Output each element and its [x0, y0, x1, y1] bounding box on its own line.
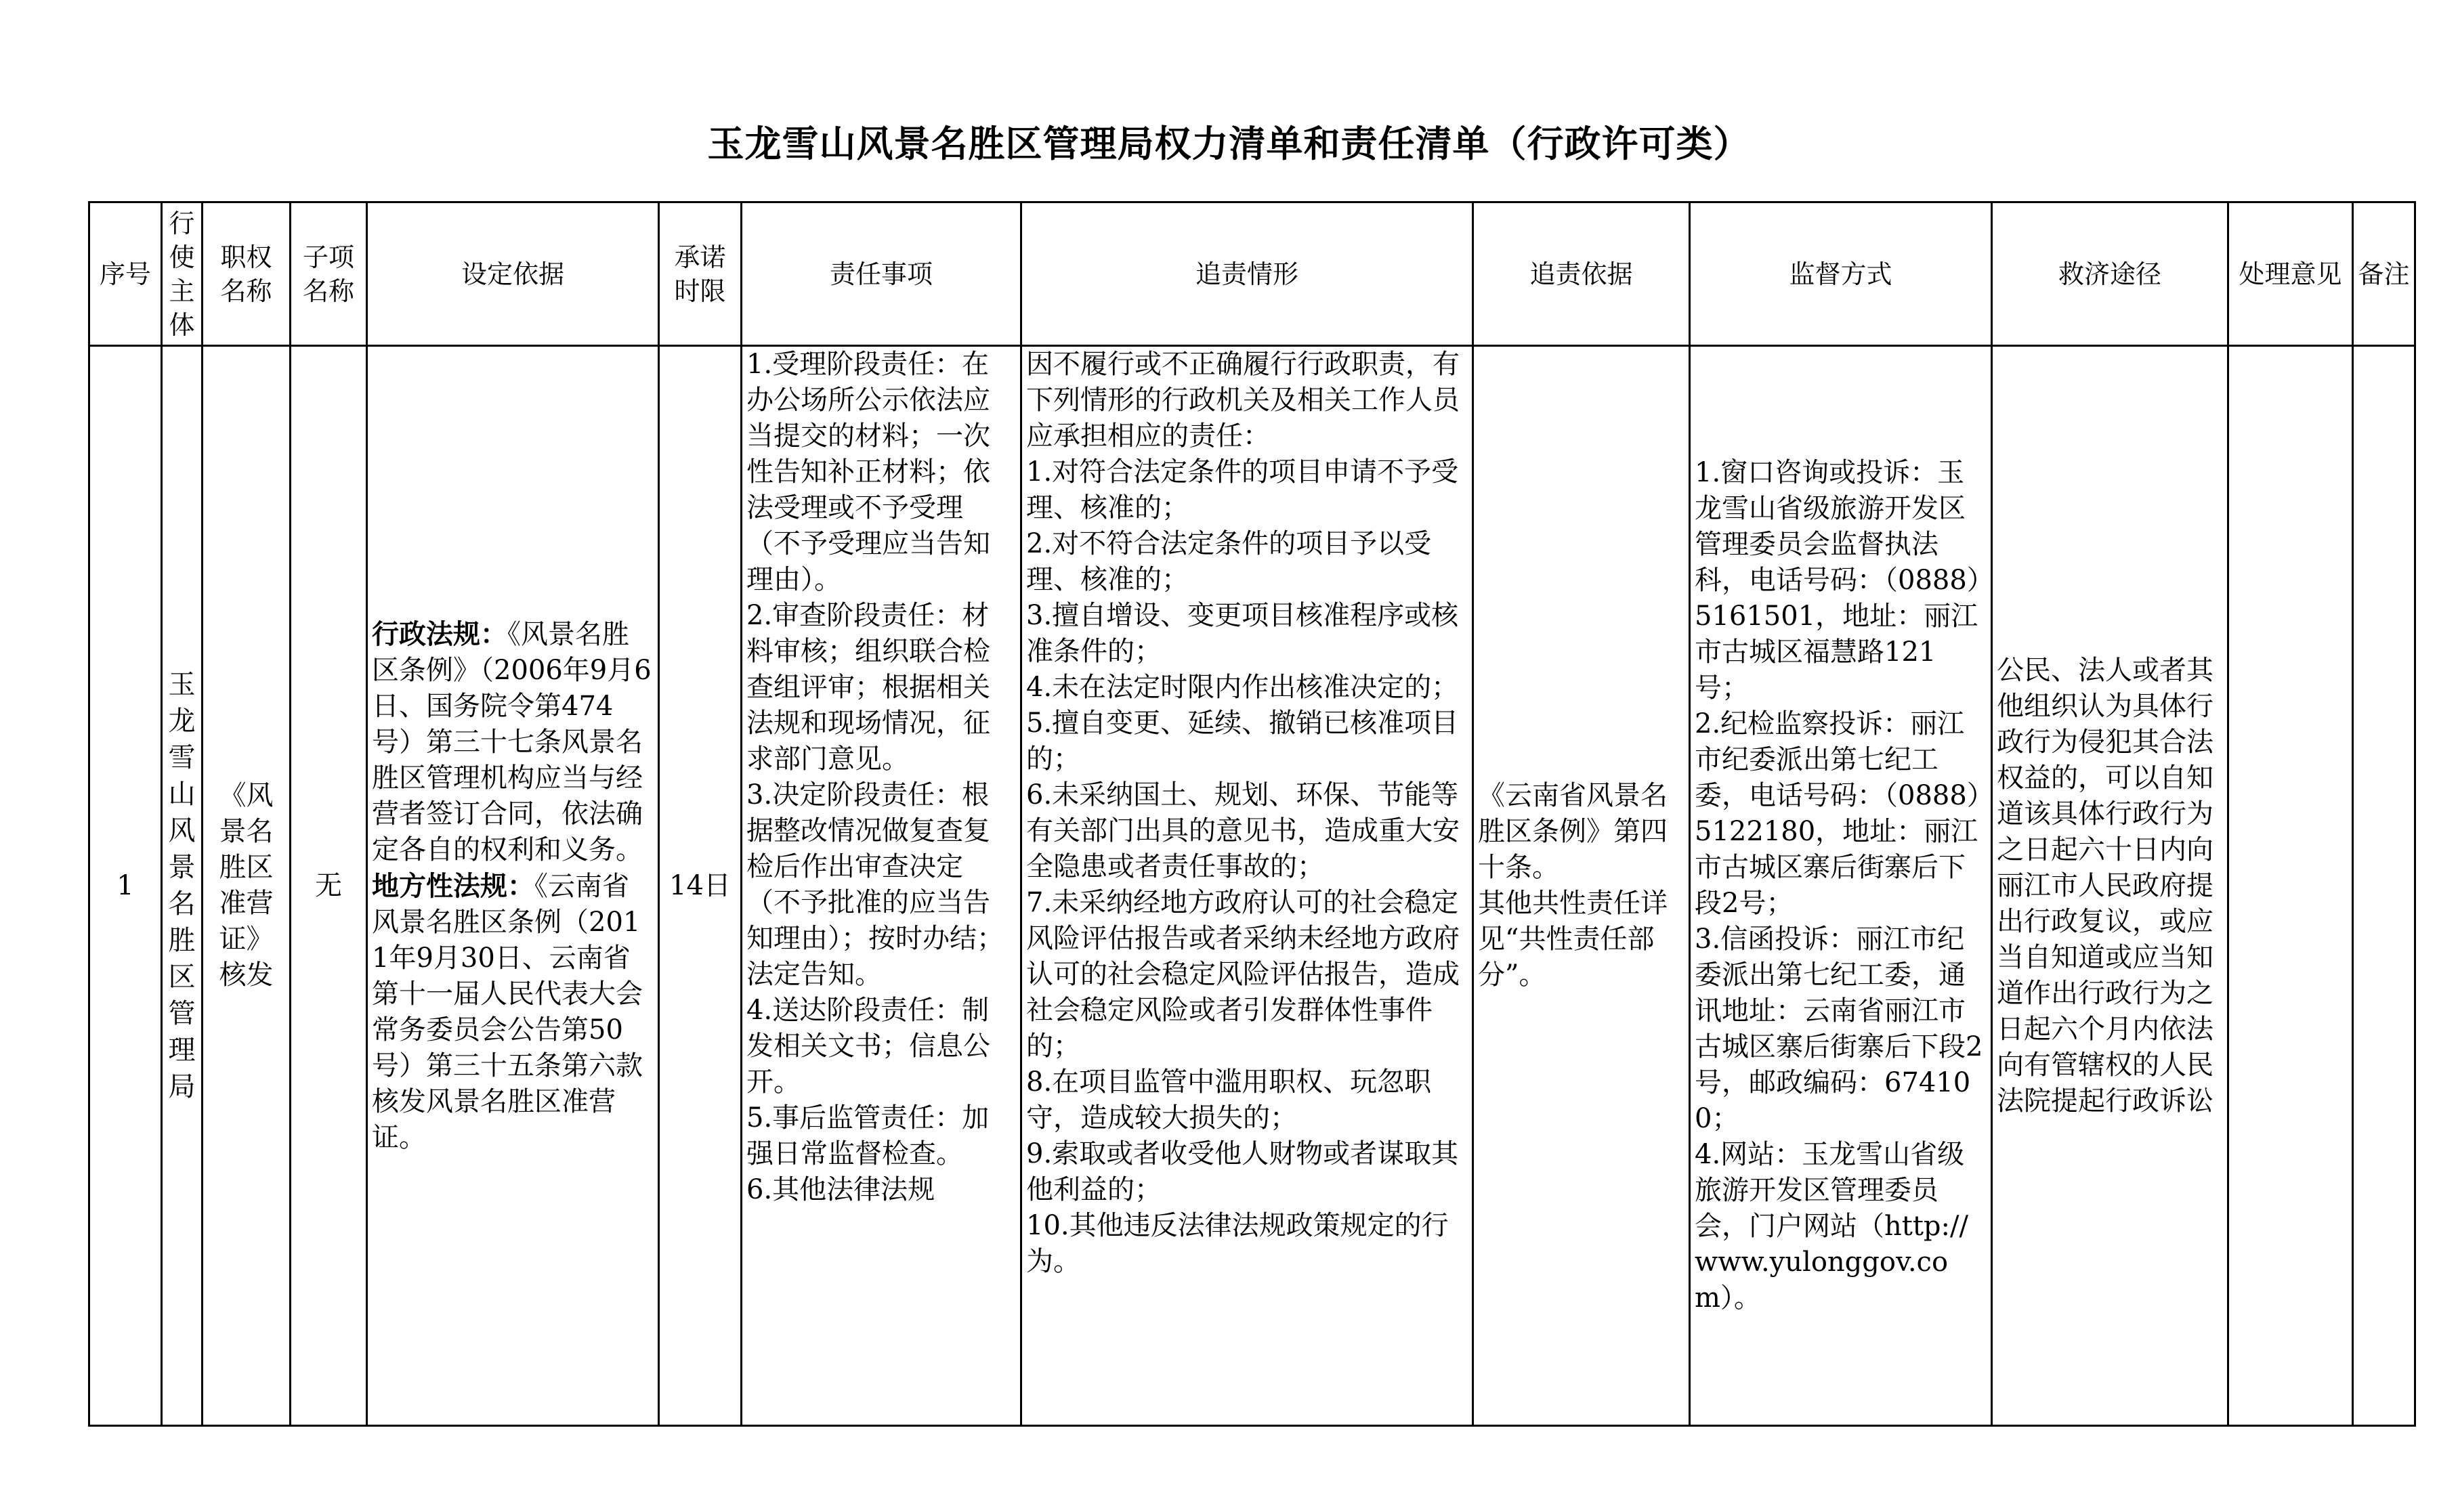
basis-heading-local-regulation: 地方性法规：	[372, 869, 534, 902]
cell-power-name	[203, 346, 291, 1426]
header-remark: 备注	[2353, 202, 2415, 346]
cell-seq: 1	[89, 346, 162, 1426]
cell-opinion	[2228, 346, 2353, 1426]
cell-duty	[742, 346, 1021, 1426]
header-basis: 设定依据	[367, 202, 659, 346]
cell-acc-basis	[1473, 346, 1690, 1426]
cell-remedy	[1992, 346, 2228, 1426]
table-row	[89, 346, 2415, 1426]
header-duty: 责任事项	[742, 202, 1021, 346]
basis-text	[368, 616, 658, 1156]
header-opinion: 处理意见	[2228, 202, 2353, 346]
cell-basis	[367, 346, 659, 1426]
acc-basis-text: 《云南省风景名胜区条例》第四十条。 其他共性责任详见“共性责任部分”。	[1478, 780, 1668, 991]
cell-subject	[162, 346, 203, 1426]
header-time-limit: 承诺时限	[659, 202, 742, 346]
supervision-text: 1.窗口咨询或投诉：玉龙雪山省级旅游开发区管理委员会监督执法科，电话号码：（0888）5161501，地址：丽江市古城区福慧路121号； 2.纪检监察投诉：丽江市纪委派出第七纪工委，电话号码：（0888）5122180，地址：丽江市古城区寨后街寨后下段2号； 3.信函投诉：丽江市纪委派出第七纪工委，通讯地址：云南省丽江市古城区寨后街寨后下段2号，邮政编码：674100； 4.网站：玉龙雪山省级旅游开发区管理委员会，门户网站（http://www.yulonggov.com）。	[1695, 457, 1983, 1314]
page-title: 玉龙雪山风景名胜区管理局权力清单和责任清单（行政许可类）	[707, 123, 1751, 165]
subject-text: 玉龙雪山风景名胜区管理局	[168, 669, 196, 1102]
header-subject: 行使主体	[162, 202, 203, 346]
header-power-name: 职权名称	[203, 202, 291, 346]
accountability-text: 因不履行或不正确履行行政职责，有下列情形的行政机关及相关工作人员应承担相应的责任： 1.对符合法定条件的项目申请不予受理、核准的； 2.对不符合法定条件的项目予以受理、核准的； 3.擅自增设、变更项目核准程序或核准条件的； 4.未在法定时限内作出核准决定的； 5.擅自变更、延续、撤销已核准项目的； 6.未采纳国土、规划、环保、节能等有关部门出具的意见书，造成重大安全隐患或者责任事故的； 7.未采纳经地方政府认可的社会稳定风险评估报告或者采纳未经地方政府认可的社会稳定风险评估报告，造成社会稳定风险或者引发群体性事件的； 8.在项目监管中滥用职权、玩忽职守，造成较大损失的； 9.索取或者收受他人财物或者谋取其他利益的； 10.其他违反法律法规政策规定的行为。	[1026, 349, 1460, 1277]
cell-supervision	[1690, 346, 1992, 1426]
power-responsibility-table	[88, 201, 2416, 1427]
header-acc-basis: 追责依据	[1473, 202, 1690, 346]
header-sub-name: 子项名称	[291, 202, 367, 346]
cell-sub-name: 无	[291, 346, 367, 1426]
header-accountability: 追责情形	[1021, 202, 1473, 346]
power-name-text: 《风景名胜区准营证》核发	[219, 780, 274, 991]
basis-local-regulation-text: 《云南省风景名胜区条例（2011年9月30日、云南省第十一届人民代表大会常务委员会公告第50号）第三十五条第六款核发风景名胜区准营证。	[372, 870, 643, 1153]
header-remedy: 救济途径	[1992, 202, 2228, 346]
basis-admin-regulation-text: 《风景名胜区条例》（2006年9月6日、国务院令第474号）第三十七条风景名胜区管理机构应当与经营者签订合同，依法确定各自的权利和义务。	[372, 618, 652, 865]
basis-heading-admin-regulation: 行政法规：	[372, 618, 507, 650]
header-seq: 序号	[89, 202, 162, 346]
cell-time-limit: 14日	[659, 346, 742, 1426]
cell-accountability	[1021, 346, 1473, 1426]
cell-remark	[2353, 346, 2415, 1426]
header-supervision: 监督方式	[1690, 202, 1992, 346]
remedy-text: 公民、法人或者其他组织认为具体行政行为侵犯其合法权益的，可以自知道该具体行政行为之日起六十日内向丽江市人民政府提出行政复议，或应当自知道或应当知道作出行政行为之日起六个月内依法向有管辖权的人民法院提起行政诉讼	[1997, 654, 2213, 1117]
header-row	[89, 202, 2415, 346]
duty-text: 1.受理阶段责任：在办公场所公示依法应当提交的材料；一次性告知补正材料；依法受理或不予受理（不予受理应当告知理由）。 2.审查阶段责任：材料审核；组织联合检查组评审；根据相关法规和现场情况，征求部门意见。 3.决定阶段责任：根据整改情况做复查复检后作出审查决定（不予批准的应当告知理由）；按时办结；法定告知。 4.送达阶段责任：制发相关文书；信息公开。 5.事后监管责任：加强日常监督检查。 6.其他法律法规	[746, 349, 1004, 1205]
